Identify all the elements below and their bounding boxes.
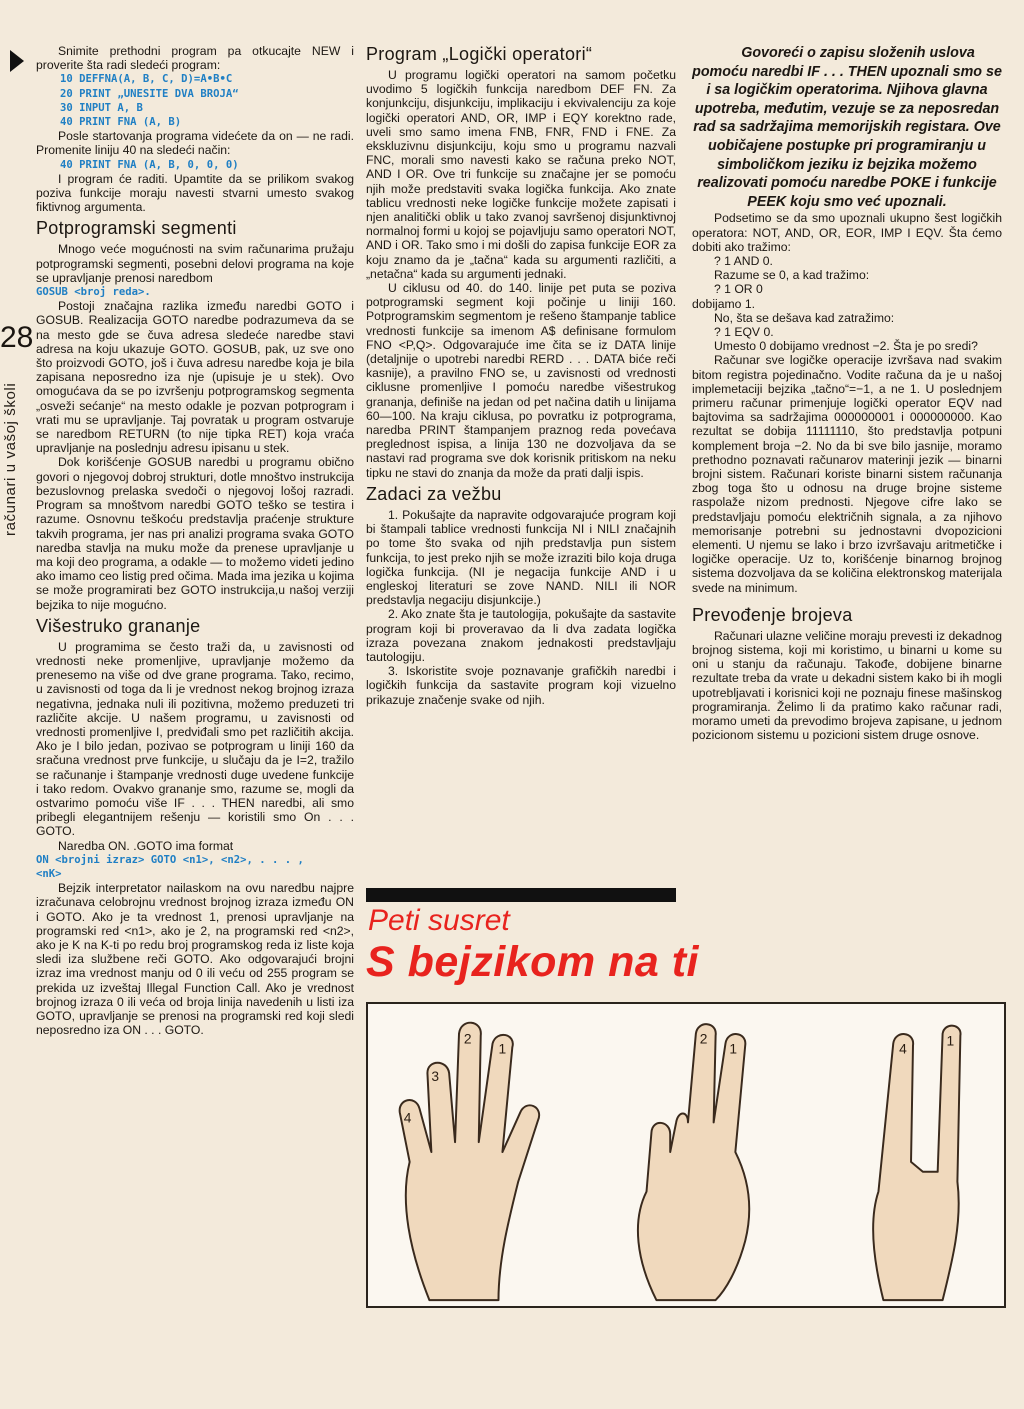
- column-2: [366, 44, 676, 707]
- code-line: GOSUB <broj reda>.: [36, 286, 151, 299]
- feature-headline: S bejzikom na ti: [366, 938, 699, 986]
- section-heading: Potprogramski segmenti: [36, 218, 237, 239]
- paragraph: Dok korišćenje GOSUB naredbi u programu obično govori o njegovoj dobroj strukturi, dotle mnoštvo instrukcija bezuslovnog prelaska svedoči o njegovoj lošoj razradi. Program sa mnoštvom naredbi GOTO teško se testira i razume. Osnovnu teškoću predstavlja praćenje strukture takvih programa, jer nas pri analizi programa svaka GOTO naredba stavlja na muku može da prenese upravljanje u ma koji deo programa, a odakle — to možemo videti jedino ako imamo ceo listig pred očima. Mada ima jezika u kojima se može programirati bez GOTO instrukcija,u našoj verziji bejzika to nije mogućno.: [36, 455, 354, 612]
- finger-label: 2: [699, 1030, 708, 1047]
- finger-label: 1: [498, 1040, 507, 1057]
- series-title: Peti susret: [368, 904, 510, 937]
- paragraph: Bejzik interpretator nailaskom na ovu naredbu najpre izračunava celobrojnu vrednost brojnog izraza između ON i GOTO. Ako je ta vrednost 1, prenosi upravljanje na programski red <n1>, ako je 2, na programski red <n2>, ako je K na K-ti po redu broj programskog reda iz liste koja sledi iza službene reči GOTO. Ako odgovarajući brojni izraz ima vrednost manju od 0 ili veću od 255 program se prekida uz izveštaj Illegal Function Call. Ako je vrednost brojnog izraza 0 ili veća od broja linija navedenih u listi iza GOTO, upravljanje se prenosi na programski red koji sledi neposredno iza ON . . . GOTO.: [36, 881, 354, 1038]
- code-line: 40 PRINT FNA (A, B, 0, 0, 0): [60, 158, 239, 171]
- finger-label: 2: [463, 1030, 472, 1047]
- code-line: <nK>: [36, 867, 62, 880]
- code-line: 30 INPUT A, B: [60, 101, 143, 114]
- code-line: ON <brojni izraz> GOTO <n1>, <n2>, . . . ,: [36, 853, 304, 866]
- paragraph: Podsetimo se da smo upoznali ukupno šest logičkih operatora: NOT, AND, OR, EOR, IMP I EQV. Šta ćemo dobiti ako tražimo:: [692, 211, 1002, 254]
- paragraph: U programu logički operatori na samom početku uvodimo 5 logičkih funkcija naredbom DEF FN. Za konjunkciju, disjunkciju, implikaciju i ekvivalenciju za koje logički operatori AND, OR, IMP i EQY korektno rade, uveli smo samo imena FNB, FNR, FND i FNE. Za ekskluzivnu disjunkciju, koju smo u programu nazvali FNC, morali smo navesti kako se računa preko NOT, AND I OR. Ove tri funkcije su značajne jer se pomoću njih može predstaviti svaka logička funkcija. Ako znate tablicu vrednosti neke logičke funkcije možete zapisati i njen analitički oblik u tako zvanoj savršenoj disjunktivnoj normalnoj formi u kojoj se pojavljuju samo operatori NOT, AND i OR. Tako smo i mi došli do zapisa funkcije EOR za koju znamo da je „tačna“ kada su argumenti različiti, a „netačna“ kada su argumenti jednaki.: [366, 68, 676, 281]
- section-heading: Program „Logički operatori“: [366, 44, 593, 64]
- finger-label: 1: [729, 1040, 738, 1057]
- continue-arrow-icon: [10, 50, 24, 72]
- exercise-item: 2. Ako znate šta je tautologija, pokušajte da sastavite program koji bi proveravao da li dva zadata logička izraza povezana znakom jednakosti predstavljaju tautologiju.: [366, 607, 676, 664]
- paragraph: Računari ulazne veličine moraju prevesti iz dekadnog brojnog sistema, koji mi koristimo, u binarni u kome su oni u stanju da računaju. Takođe, dobijene binarne rezultate treba da vrate u dekadni sistem kako bi ih mogli upotrebljavati i korisnici koji ne poznaju finese mašinskog programiranja. Želimo li da pratimo kako računar radi, moramo umeti da prevodimo brojeva zapisane, u jednom pozicionom sistemu u pozicioni sistem druge osnove.: [692, 628, 1002, 743]
- column-1: [36, 44, 354, 1037]
- paragraph: Računar sve logičke operacije izvršava nad svakim bitom registra pojedinačno. Vodite računa da je u našoj implemetaciji bejzika „tačno“=−1, a ne 1. U poslednjem primeru računar primenjuje logički operator EQV nad bajtovima sa sadržajima 000000001 i 000000000. Kao rezultat se dobija 11111110, što predstavlja potpuni komplement broja −2. No da bi sve bilo jasnije, moramo prethodno poznavati računarov materinji jezik — binarni brojni sistem. Računari koriste binarni sistem računanja zbog toga što u odnosu na druge brojne sisteme raspolaže nizom prednosti. Njegove cifre lako se predstavljaju pomoću električnih signala, a za njihovo memorisanje potrebni su jednostavni dvopozicioni elementi. U njemu se lako i brzo izvršavaju aritmetičke i logičke operacije. Uz to, korišćenje binarnog brojnog sistema dozvoljava da se količina elektronskog materijala svede na minimum.: [692, 353, 1002, 595]
- finger-label: 4: [403, 1109, 412, 1126]
- two-fingers-hand-icon: [638, 1024, 749, 1300]
- finger-label: 3: [431, 1067, 440, 1084]
- section-heading: Višestruko grananje: [36, 615, 201, 636]
- paragraph: No, šta se dešava kad zatražimo:: [714, 310, 895, 325]
- code-example: ? 1 OR 0: [714, 282, 763, 297]
- exercise-item: 1. Pokušajte da napravite odgovarajuće program koji bi štampali tablice vrednosti funkcija NI i NILI značajnih po tome što svaka od njih predstavlja pun sistem funkcija, to jest preko njih se može izraziti bilo koja druga logička funkcija. (NI je negacija funkcije AND i u engleskoj literaturi se zove NAND. NILI ili NOR predstavlja negaciju disjunkcije.): [366, 507, 676, 608]
- hands-illustration: [366, 1002, 1006, 1308]
- paragraph: Umesto 0 dobijamo vrednost −2. Šta je po sredi?: [714, 339, 978, 354]
- exercise-item: 3. Iskoristite svoje poznavanje grafičkih naredbi i logičkih funkcija da sastavite program koji vizuelno prikazuje značenje svake od njih.: [366, 664, 676, 707]
- paragraph: Postoji značajna razlika između naredbi GOTO i GOSUB. Realizacija GOTO naredbe podrazumeva da se na mesto gde se čuva adresa sledeće naredbe stavi adresa na koju ukazuje GOTO. GOSUB, pak, uz sve ono što proizvodi GOTO, još i čuva adresu naredbe koja je bila zapisana neposredno iza nje (upisuje je u stek). Ovo omogućava da se po izvršenju potprogramskog segmenta „osveži sećanje“ na mesto odakle je pozvan potprogram i vrati mu se upravljanje. Taj povratak u program ostvaruje se naredbom RETURN (to nije tipka RET) koja vraća upravljanje na poslednju adresu ipisanu u stek.: [36, 299, 354, 456]
- lead-paragraph: Govoreći o zapisu složenih uslova pomoću naredbi IF . . . THEN upoznali smo se i sa logičkim operatorima. Njihova glavna upotreba, međutim, vezuje se za neposredan rad sa sadržajima memorijskih registara. Ove uobičajene postupke pri programiranju u simboličkom jeziku iz bejzika možemo realizovati pomoću naredbe POKE i funkcije PEEK koju smo već upoznali.: [692, 45, 1002, 210]
- code-line: 10 DEFFNA(A, B, C, D)=A•B•C: [60, 73, 233, 86]
- feature-divider-bar: [366, 888, 676, 902]
- page-number: 28: [0, 321, 34, 354]
- section-heading: Zadaci za vežbu: [366, 483, 502, 504]
- section-side-label: računari u vašoj školi: [2, 382, 19, 536]
- finger-label: 1: [946, 1032, 955, 1049]
- paragraph: U programima se često traži da, u zavisnosti od vrednosti neke promenljive, upravljanje možemo da prenesemo na više od dve grane programa. Tako, recimo, u zavisnosti od toga da li je vrednost nekog brojnog izraza negativna, jednaka nuli ili pozitivna, možemo preduzeti tri različite akcije. U našem programu, u zavisnosti od vrednosti promenljive I, predviđali smo pet različitih akcija. Ako je I bilo jedan, pozivao se potprogram u liniji 160 da sračuna vrednost prve funkcije, u slučaju da je I=2, tražilo se računanje i štampanje vrednosti duge uvedene funkcije i tako redom. Ovakvo grananje smo, razume se, mogli da ostvarimo pomoću više IF . . . THEN naredbi, ali smo pribegli elegantnijem rešenju — koristili smo On . . . GOTO.: [36, 639, 354, 839]
- code-example: ? 1 AND 0.: [714, 253, 773, 268]
- paragraph: Posle startovanja programa videćete da on — ne radi. Promenite liniju 40 na sledeći način:: [36, 129, 354, 158]
- code-example: ? 1 EQV 0.: [714, 324, 774, 339]
- column-3: [692, 44, 1002, 742]
- paragraph: Mnogo veće mogućnosti na svim računarima pružaju potprogramski segmenti, posebni delovi programa na koje se upravljanje prenosi naredbom: [36, 242, 354, 285]
- hands-drawing: [368, 1004, 1004, 1306]
- paragraph: dobijamo 1.: [692, 296, 756, 311]
- paragraph: Razume se 0, a kad tražimo:: [714, 268, 870, 283]
- code-line: 40 PRINT FNA (A, B): [60, 116, 182, 129]
- open-palm-hand-icon: [400, 1023, 540, 1300]
- section-heading: Prevođenje brojeva: [692, 604, 853, 625]
- paragraph: Naredba ON. .GOTO ima format: [58, 838, 234, 853]
- rock-sign-hand-icon: [873, 1026, 960, 1300]
- paragraph: U ciklusu od 40. do 140. linije pet puta se poziva potprogramski segment koji počinje u liniji 160. Potprogramskim segmentom je rešeno štampanje tablice vrednosti funkcije sa imenom A$ definisane formulom FNO <P,Q>. Odgovarajuće ime čita se iz DATA linije (detaljnije o upotrebi naredbi RERD . . . DATA biće reči kasnije), a pravilno FNO se, u zavisnosti od vrednosti ciklusne promenljive I pomoću naredbe višestrukog grananja, definiše na jedan od pet načina datih u linijama 60—100. Na kraju ciklusa, po povratku iz potprograma, naredba PRINT štampanjem praznog reda povećava preglednost ispisa, a linija 130 ne dozvoljava da se nastavi rad programa sve dok korisnik pritiskom na neku tipku ne stavi do znanja da može da prati dalji ispis.: [366, 281, 676, 480]
- finger-label: 4: [899, 1040, 907, 1057]
- paragraph: I program će raditi. Upamtite da se prilikom svakog poziva funkcije moraju navesti stvarni umesto svakog fiktivnog argumenta.: [36, 171, 354, 215]
- code-line: 20 PRINT „UNESITE DVA BROJA“: [60, 87, 239, 100]
- paragraph: Snimite prethodni program pa otkucajte NEW i proverite šta radi sledeći program:: [36, 44, 354, 73]
